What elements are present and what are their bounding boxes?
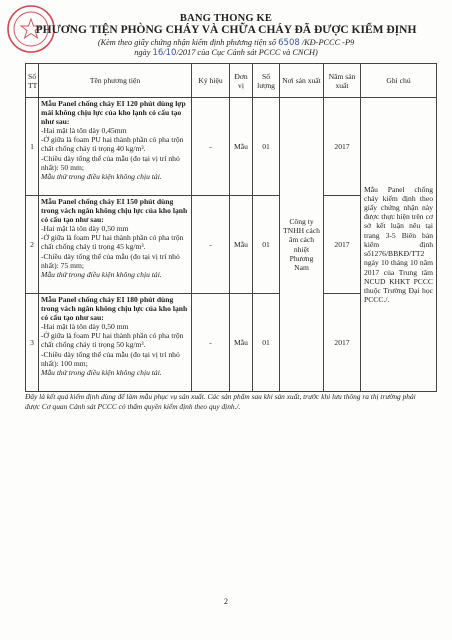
inspection-table [25, 63, 437, 392]
certificate-number: 6508 [278, 38, 300, 48]
certificate-prefix: (Kèm theo giấy chứng nhận kiểm định phương tiện số [97, 38, 277, 47]
col-year: Năm sản xuất [324, 64, 361, 98]
certificate-date-line: ngày 16/10/2017 của Cục Cảnh sát PCCC và CNCH) [134, 48, 318, 58]
row-year: 2017 [324, 98, 361, 196]
row-line: -Hai mặt là tôn dày 0,50 mm [41, 322, 129, 332]
col-producer: Nơi sản xuất [280, 64, 324, 98]
row-description [39, 196, 192, 294]
col-qty: Số lượng [253, 64, 280, 98]
row-unit: Mẫu [230, 98, 253, 196]
row-line: -Hai mặt là tôn dày 0,50 mm [41, 224, 129, 234]
certificate-suffix: /KĐ-PCCC -P9 [301, 38, 355, 47]
table-row [26, 98, 437, 196]
row-line: -Chiều dày tổng thể của mẫu (đo tại vị trí nhỏ nhất): 50 mm; [41, 153, 180, 172]
row-stt: 3 [26, 294, 39, 392]
row-line: -Chiều dày tổng thể của mẫu (đo tại vị trí nhỏ nhất): 100 mm; [41, 349, 180, 368]
row-symbol: - [192, 98, 230, 196]
row-title: Mẫu Panel chống cháy EI 150 phút dùng trong vách ngăn không chịu lực của kho lạnh có cấu tạo như sau: [41, 197, 188, 225]
row-line: -Ở giữa là foam PU hai thành phần có pha trộn chất chống cháy tỉ trọng 40 kg/m³. [41, 135, 184, 154]
col-unit: Đơn vị [230, 64, 253, 98]
page-number: 2 [224, 597, 228, 606]
row-note: Mẫu thử trong điều kiện không chịu tải. [41, 171, 162, 181]
row-stt: 2 [26, 196, 39, 294]
row-description [39, 98, 192, 196]
table-header-row [26, 64, 437, 98]
col-stt: Số TT [26, 64, 39, 98]
row-symbol: - [192, 294, 230, 392]
date-day: 16 [152, 48, 164, 58]
certificate-reference-line [0, 38, 452, 48]
row-year: 2017 [324, 196, 361, 294]
date-prefix: ngày [134, 48, 151, 57]
row-qty: 01 [253, 98, 280, 196]
document-subtitle: PHƯƠNG TIỆN PHÒNG CHÁY VÀ CHỮA CHÁY ĐÃ ĐƯỢC KIỂM ĐỊNH [35, 24, 417, 36]
producer-cell: Công ty TNHH cách âm cách nhiệt Phương Nam [280, 98, 324, 392]
row-line: -Ở giữa là foam PU hai thành phần có pha trộn chất chống cháy tỉ trọng 50 kg/m³. [41, 331, 184, 350]
date-month: 10 [165, 48, 177, 58]
row-symbol: - [192, 196, 230, 294]
remark-cell: Mẫu Panel chống cháy kiểm định theo giấy chứng nhận này được thực hiện trên cơ sở kết luận nêu tại trang 3-5 Biên bản kiểm định số1276/BBKĐ/TT2 ngày 10 tháng 10 năm 2017 của Trung tâm NCUD KHKT PCCC thuộc Trường Đại học PCCC./. [361, 98, 437, 392]
row-year: 2017 [324, 294, 361, 392]
col-name: Tên phương tiện [39, 64, 192, 98]
date-suffix: 2017 của Cục Cảnh sát PCCC và CNCH) [178, 48, 318, 57]
col-symbol: Ký hiệu [192, 64, 230, 98]
row-note: Mẫu thử trong điều kiện không chịu tải. [41, 367, 162, 377]
row-line: -Chiều dày tổng thể của mẫu (đo tại vị trí nhỏ nhất): 75 mm; [41, 251, 180, 270]
row-title: Mẫu Panel chống cháy EI 180 phút dùng trong vách ngăn không chịu lực của kho lạnh có cấu tạo như sau: [41, 295, 188, 323]
footnote: Đây là kết quả kiểm định dùng để làm mẫu phục vụ sản xuất. Các sản phẩm sau khi sản xuất, trước khi lưu thông ra thị trường phải được Cơ quan Cảnh sát PCCC có thẩm quyền kiểm định theo quy định./. [25, 392, 416, 411]
row-qty: 01 [253, 196, 280, 294]
col-remark: Ghi chú [361, 64, 437, 98]
row-line: -Ở giữa là foam PU hai thành phần có pha trộn chất chống cháy tỉ trọng 45 kg/m³. [41, 233, 184, 252]
row-qty: 01 [253, 294, 280, 392]
row-stt: 1 [26, 98, 39, 196]
row-description [39, 294, 192, 392]
row-unit: Mẫu [230, 294, 253, 392]
document-title: BANG THONG KE [179, 13, 273, 24]
row-note: Mẫu thử trong điều kiện không chịu tải. [41, 269, 162, 279]
row-unit: Mẫu [230, 196, 253, 294]
row-title: Mẫu Panel chống cháy EI 120 phút dùng lợp mái không chịu lực của kho lạnh có cấu tạo như sau: [41, 99, 186, 127]
row-line: -Hai mặt là tôn dày 0,45mm [41, 126, 127, 136]
